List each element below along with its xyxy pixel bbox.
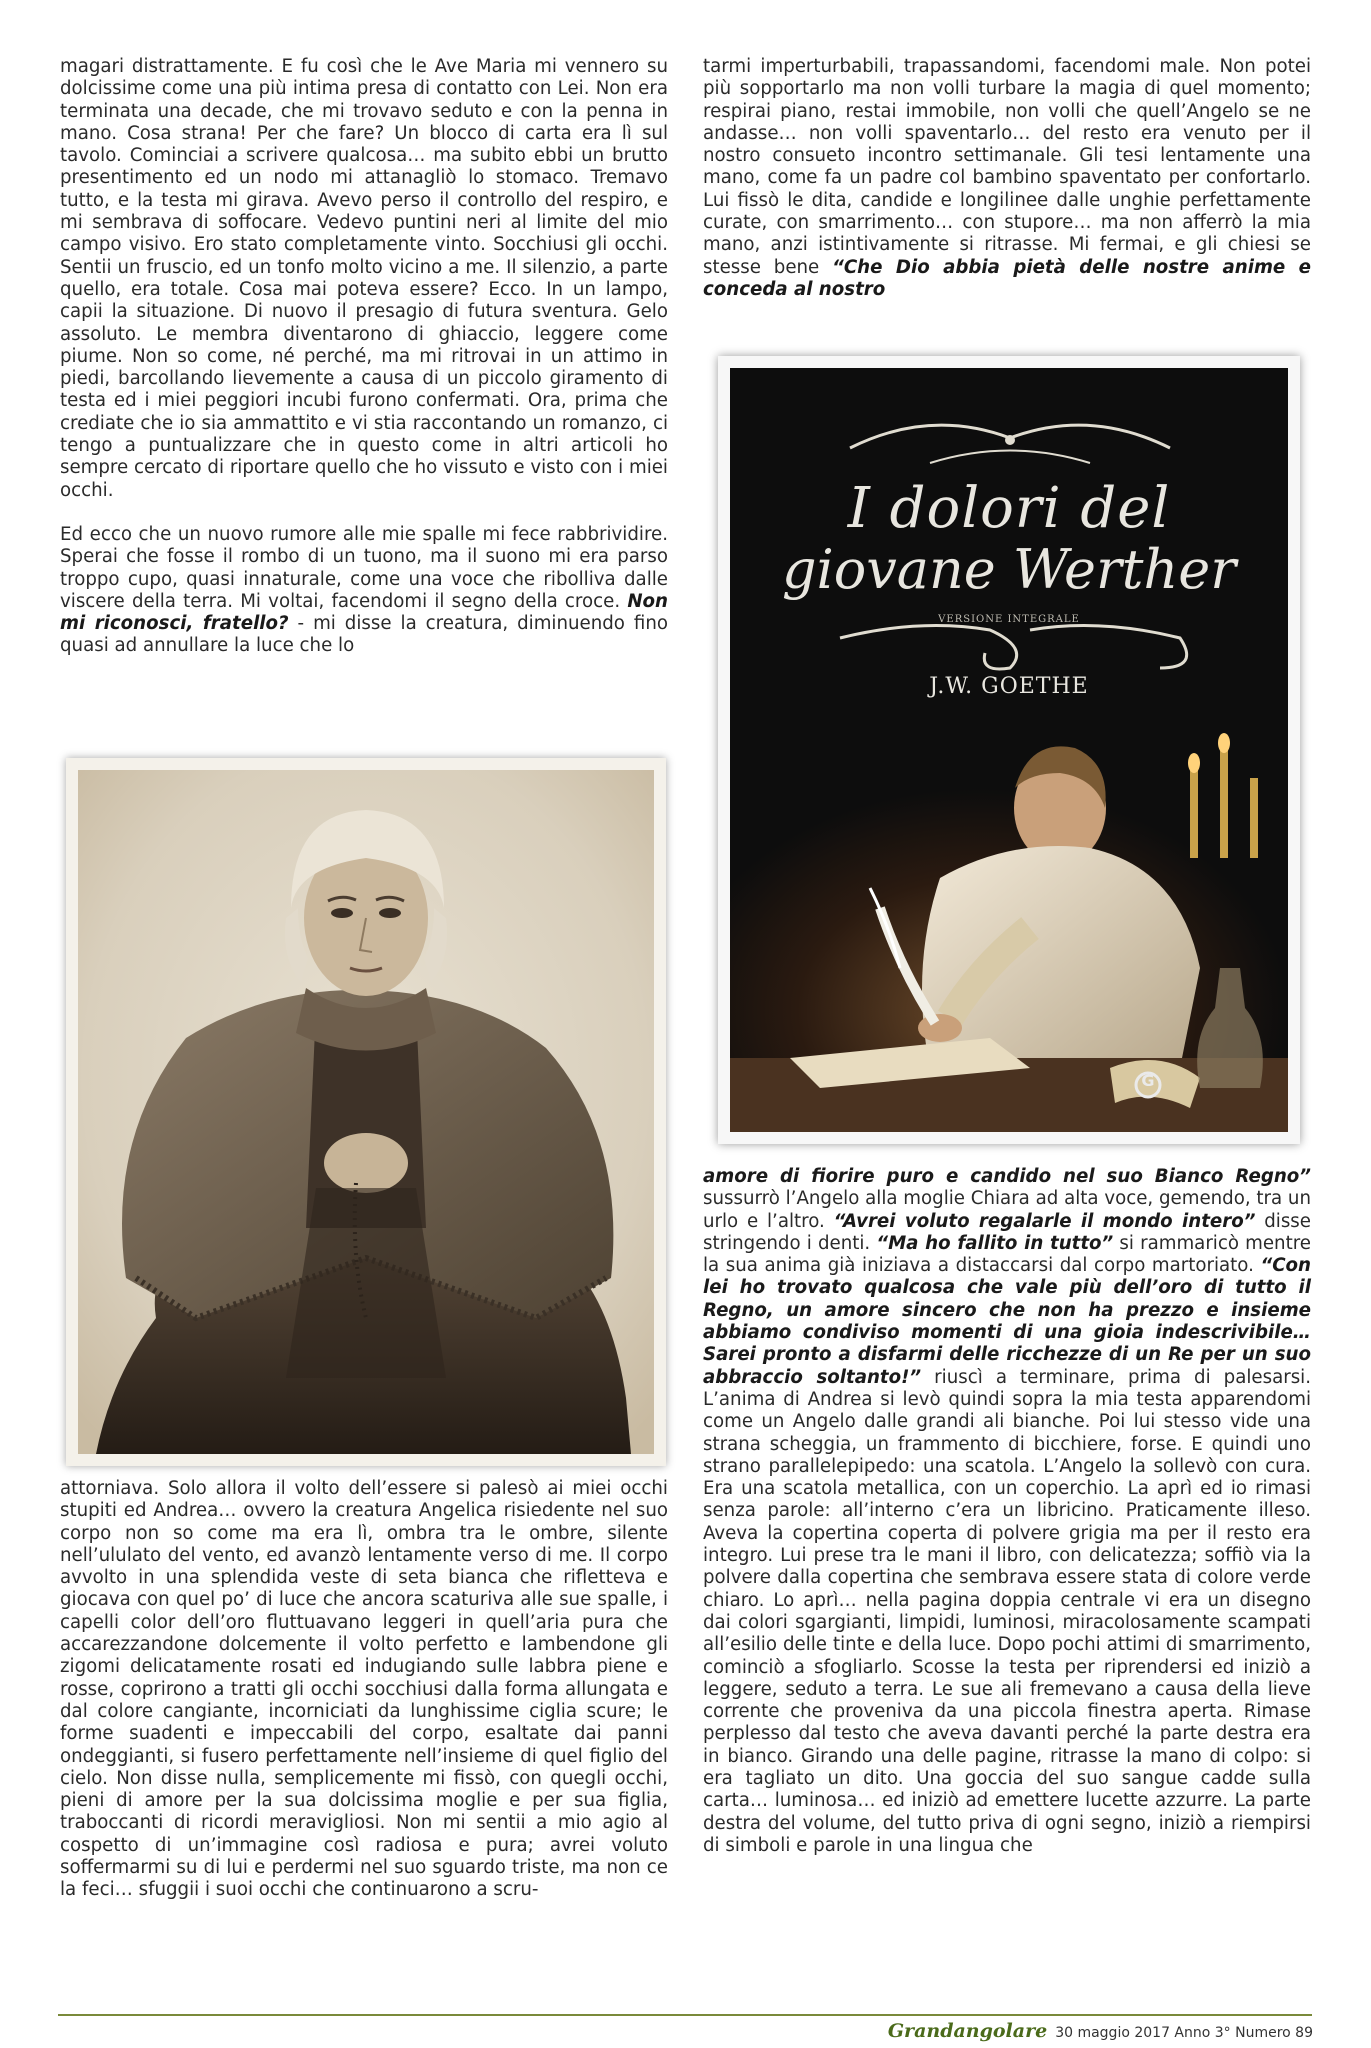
quote: “Avrei voluto regalarle il mondo intero” (833, 1210, 1256, 1232)
historical-portrait-photo (66, 758, 666, 1466)
book-title-line1: I dolori del (847, 476, 1171, 541)
article-col1-top (60, 56, 668, 658)
paragraph: tarmi imperturbabili, trapassandomi, facendomi male. Non potei più sopportarlo ma non volli turbare la magia di quel momento; respirai piano, restai immobile, non volli che quell’Angelo se ne andasse… non volli spaventarlo… del resto era venuto per il nostro consueto incontro settimanale. Gli tesi lentamente una mano, come fa un padre col bambino spaventato per confortarlo. Lui fissò le dita, candide e longilinee dalle unghie perfettamente curate, con smarrimento… con stupore… ma non afferrò la mia mano, anzi istintivamente si ritrasse. Mi fermai, e gli chiesi se stesse bene “Che Dio abbia pietà delle nostre anime e conceda al nostro (703, 56, 1312, 300)
book-subtitle: VERSIONE INTEGRALE (938, 614, 1080, 625)
magazine-brand: Grandangolare (887, 2020, 1048, 2042)
publisher-logo-icon: G (1141, 1071, 1155, 1090)
paragraph: attorniava. Solo allora il volto dell’essere si palesò ai miei occhi stupiti ed Andrea… ovvero la creatura Angelica risiedente nel suo corpo non so come ma era lì, ombra tra le ombre, silente nell’ululato del vento, ed avanzò lentamente verso di me. Il corpo avvolto in una splendida veste di seta bianca che rifletteva e giocava con quel po’ di luce che ancora scaturiva alle sue spalle, i capelli color dell’oro fluttuavano leggeri in quell’aria pura che accarezzandone dolcemente il volto perfetto e lambendone gli zigomi delicatamente rosati ed indugiando sulle labbra piene e rosse, coprirono a tratti gli occhi socchiusi dalla forma allungata e dal colore cangiante, incorniciati da lunghissime ciglia scure; le forme suadenti e impeccabili del corpo, esaltate dai panni ondeggianti, si fusero perfettamente nell’insieme di quel figlio del cielo. Non disse nulla, semplicemente mi fissò, con quegli occhi, pieni di amore per la sua dolcissima moglie e per sua figlia, traboccanti di ricordi meravigliosi. Non mi sentii a mio agio al cospetto di un’immagine così radiosa e pura; avrei voluto soffermarmi su di lui e perdermi nel suo sguardo triste, ma non ce la feci… sfuggii i suoi occhi che continuarono a scru- (60, 1478, 668, 1901)
portrait-image (66, 758, 666, 1466)
quote: “Con lei ho trovato qualcosa che vale più dell’oro di tutto il Regno, un amore sincero che non ha prezzo e insieme abbiamo condiviso momenti di una gioia indescrivibile… Sarei pronto a disfarmi delle ricchezze di un Re per un suo abbraccio soltanto!” (703, 1255, 1311, 1388)
footer-rule (58, 2014, 1312, 2016)
paragraph: Ed ecco che un nuovo rumore alle mie spalle mi fece rabbrividire. Sperai che fosse il rombo di un tuono, ma il suono mi era parso troppo cupo, quasi innaturale, come una voce che ribolliva dalle viscere della terra. Mi voltai, facendomi il segno della croce. Non mi riconosci, fratello? - mi disse la creatura, diminuendo fino quasi ad annullare la luce che lo (60, 523, 668, 657)
article-col2-bottom (703, 1166, 1311, 1857)
book-author: J.W. GOETHE (929, 674, 1089, 699)
issue-info: 30 maggio 2017 Anno 3° Numero 89 (1055, 2025, 1313, 2041)
book-title-line2: giovane Werther (781, 538, 1237, 601)
book-cover-frame (718, 356, 1300, 1144)
page-footer (888, 2020, 1313, 2042)
quote: “Che Dio abbia pietà delle nostre anime e conceda al nostro (703, 256, 1312, 300)
quote: amore di fiorire puro e candido nel suo Bianco Regno” (703, 1166, 1311, 1187)
quote: “Ma ho fallito in tutto” (876, 1232, 1114, 1254)
paragraph: amore di fiorire puro e candido nel suo Bianco Regno” sussurrò l’Angelo alla moglie Chiara ad alta voce, gemendo, tra un urlo e l’altro. “Avrei voluto regalarle il mondo intero” disse stringendo i denti. “Ma ho fallito in tutto” si rammaricò mentre la sua anima già iniziava a distaccarsi dal corpo martoriato. “Con lei ho trovato qualcosa che vale più dell’oro di tutto il Regno, un amore sincero che non ha prezzo e insieme abbiamo condiviso momenti di una gioia indescrivibile… Sarei pronto a disfarmi delle ricchezze di un Re per un suo abbraccio soltanto!” riuscì a terminare, prima di palesarsi. L’anima di Andrea si levò quindi sopra la mia testa apparendomi come un Angelo dalle grandi ali bianche. Poi lui stesso vide una strana scheggia, un frammento di bicchiere, forse. E quindi uno strano parallelepipedo: una scatola. L’Angelo la sollevò con cura. Era una scatola metallica, con un coperchio. La aprì ed io rimasi senza parole: all’interno c’era un libricino. Praticamente illeso. Aveva la copertina coperta di polvere grigia ma per il resto era integro. Lui prese tra le mani il libro, con delicatezza; soffiò via la polvere dalla copertina che sembrava essere stata di colore verde chiaro. Lo aprì… nella pagina doppia centrale vi era un disegno dai colori sgargianti, limpidi, luminosi, miracolosamente scampati all’esilio delle tinte e della luce. Dopo pochi attimi di smarrimento, cominciò a sfogliarlo. Scosse la testa per riprendersi ed iniziò a leggere, seduto a terra. Le sue ali fremevano a causa della lieve corrente che proveniva da una piccola finestra aperta. Rimase perplesso dal testo che aveva davanti perché la parte destra era in bianco. Girando una delle pagine, ritrasse la mano di colpo: si era tagliato un dito. Una goccia del suo sangue cadde sulla carta… luminosa… ed iniziò ad emettere lucette azzurre. La parte destra del volume, del tutto priva di ogni segno, iniziò a riempirsi di simboli e parole in una lingua che (703, 1166, 1312, 1856)
article-col1-bottom (60, 1478, 668, 1902)
article-col2-top (703, 56, 1311, 301)
book-cover (730, 368, 1288, 1132)
quote: Non mi riconosci, fratello? (60, 590, 668, 635)
paragraph: magari distrattamente. E fu così che le Ave Maria mi vennero su dolcissime come una più intima presa di contatto con Lei. Non era terminata una decade, che mi trovavo seduto e con la penna in mano. Cosa strana! Per che fare? Un blocco di carta era lì sul tavolo. Cominciai a scrivere qualcosa… ma subito ebbi un brutto presentimento ed un nodo mi attanagliò lo stomaco. Tremavo tutto, e la testa mi girava. Avevo perso il controllo del respiro, e mi sembrava di soffocare. Vedevo puntini neri al limite del mio campo visivo. Ero stato completamente vinto. Socchiusi gli occhi. Sentii un fruscio, ed un tonfo molto vicino a me. Il silenzio, a parte quello, era totale. Cosa mai poteva essere? Ecco. In un lampo, capii la situazione. Di nuovo il presagio di futura sventura. Gelo assoluto. Le membra diventarono di ghiaccio, leggere come piume. Non so come, né perché, ma mi ritrovai in un attimo in piedi, barcollando lievemente a causa di un piccolo giramento di testa ed i miei peggiori incubi furono confermati. Ora, prima che crediate che io sia ammattito e vi stia raccontando un romanzo, ci tengo a puntualizzare che in questo come in altri articoli ho sempre cercato di riportare quello che ho vissuto e visto con i miei occhi. (60, 56, 668, 501)
